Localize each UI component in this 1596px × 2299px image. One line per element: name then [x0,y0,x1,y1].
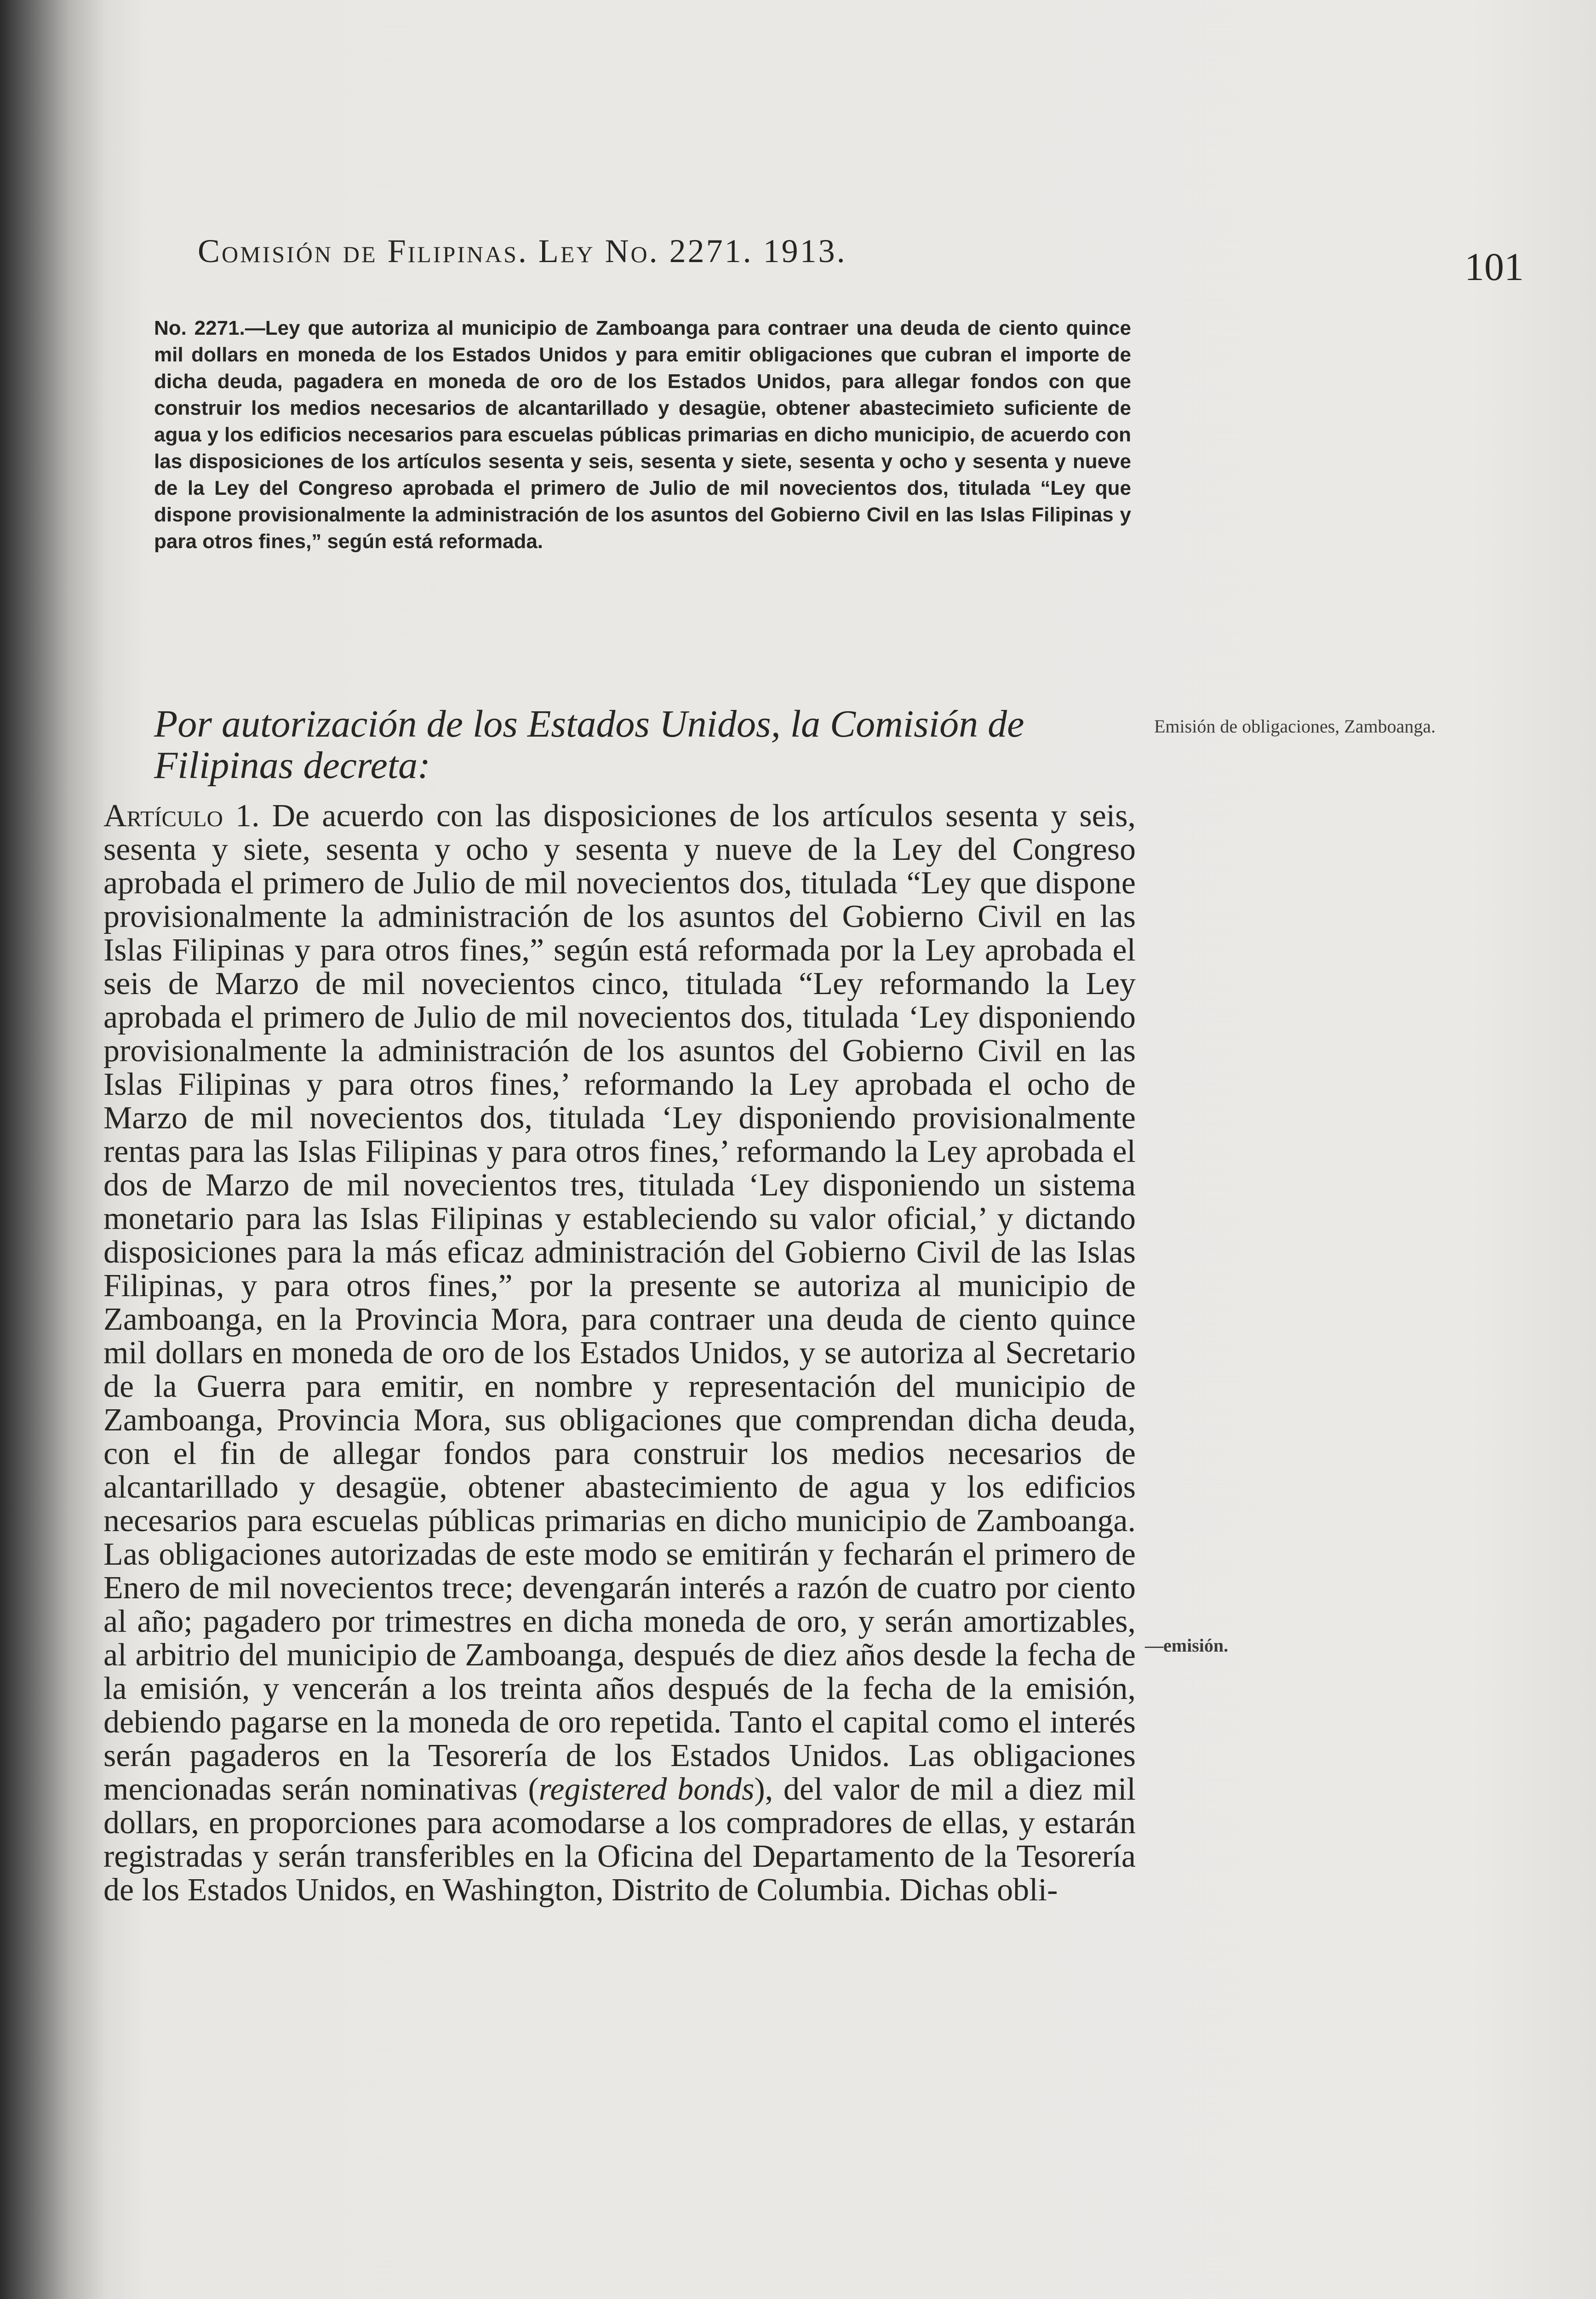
article-1 [103,799,1136,1907]
law-summary [154,315,1131,555]
margin-note-issue: —emisión. [1145,1635,1229,1656]
page-number: 101 [1464,245,1524,289]
enacting-clause: Por autorización de los Estados Unidos, la Comisión de Filipinas decreta: [154,703,1024,787]
article-label: Artículo 1. [103,798,260,834]
law-number: No. 2271. [154,317,245,339]
article-italic-term: registered bonds [538,1772,755,1807]
margin-note-bond-issue: Emisión de obligaciones, Zamboanga. [1154,716,1436,737]
running-head: Comisión de Filipinas. Ley No. 2271. 1913. [198,233,847,269]
article-text-after-term: ), del valor de mil a diez mil dollars, en proporciones para acomodarse a los compradores de ellas, y estarán registradas y serán transferibles en la Oficina del Departamento de la Tesorería de los Estados Unidos, en Washington, Distrito de Columbia. Dichas obli- [103,1772,1136,1908]
law-summary-text: —Ley que autoriza al municipio de Zamboanga para contraer una deuda de ciento quince mil dollars en moneda de los Estados Unidos y para emitir obligaciones que cubran el importe de dicha deuda, pagadera en moneda de oro de los Estados Unidos, para allegar fondos con que construir los medios necesarios de alcantarillado y desagüe, obtener abastecimieto suficiente de agua y los edificios necesarios para escuelas públicas primarias en dicho municipio, de acuerdo con las disposiciones de los artículos sesenta y seis, sesenta y siete, sesenta y ocho y sesenta y nueve de la Ley del Congreso aprobada el primero de Julio de mil novecientos dos, titulada “Ley que dispone provisionalmente la administración de los asuntos del Gobierno Civil en las Islas Filipinas y para otros fines,” según está reformada. [154,317,1131,553]
article-text-before-term: De acuerdo con las disposiciones de los artículos sesenta y seis, sesenta y siete, sesenta y ocho y sesenta y nueve de la Ley del Congreso aprobada el primero de Julio de mil novecientos dos, titulada “Ley que dispone provisionalmente la administración de los asuntos del Gobierno Civil en las Islas Filipinas y para otros fines,” según está reformada por la Ley aprobada el seis de Marzo de mil novecientos cinco, titulada “Ley reformando la Ley aprobada el primero de Julio de mil novecientos dos, titulada ‘Ley disponiendo provisionalmente la administración de los asuntos del Gobierno Civil en las Islas Filipinas y para otros fines,’ reformando la Ley aprobada el ocho de Marzo de mil novecientos dos, titulada ‘Ley disponiendo provisionalmente rentas para las Islas Filipinas y para otros fines,’ reformando la Ley aprobada el dos de Marzo de mil novecientos tres, titulada ‘Ley disponiendo un sistema monetario para las Islas Filipinas y estableciendo su valor oficial,’ y dictando disposiciones para la más eficaz administración del Gobierno Civil de las Islas Filipinas, y para otros fines,” por la presente se autoriza al municipio de Zamboanga, en la Provincia Mora, para contraer una deuda de ciento quince mil dollars en moneda de oro de los Estados Unidos, y se autoriza al Secretario de la Guerra para emitir, en nombre y representación del municipio de Zamboanga, Provincia Mora, sus obligaciones que comprendan dicha deuda, con el fin de allegar fondos para construir los medios necesarios de alcantarillado y desagüe, obtener abastecimiento de agua y los edificios necesarios para escuelas públicas primarias en dicho municipio de Zamboanga. Las obligaciones autorizadas de este modo se emitirán y fecharán el primero de Enero de mil novecientos trece; devengarán interés a razón de cuatro por ciento al año; pagadero por trimestres en dicha moneda de oro, y serán amortizables, al arbitrio del municipio de Zamboanga, después de diez años desde la fecha de la emisión, y vencerán a los treinta años después de la fecha de la emisión, debiendo pagarse en la moneda de oro repetida. Tanto el capital como el interés serán pagaderos en la Tesorería de los Estados Unidos. Las obligaciones mencionadas serán nominativas ( [103,798,1136,1807]
